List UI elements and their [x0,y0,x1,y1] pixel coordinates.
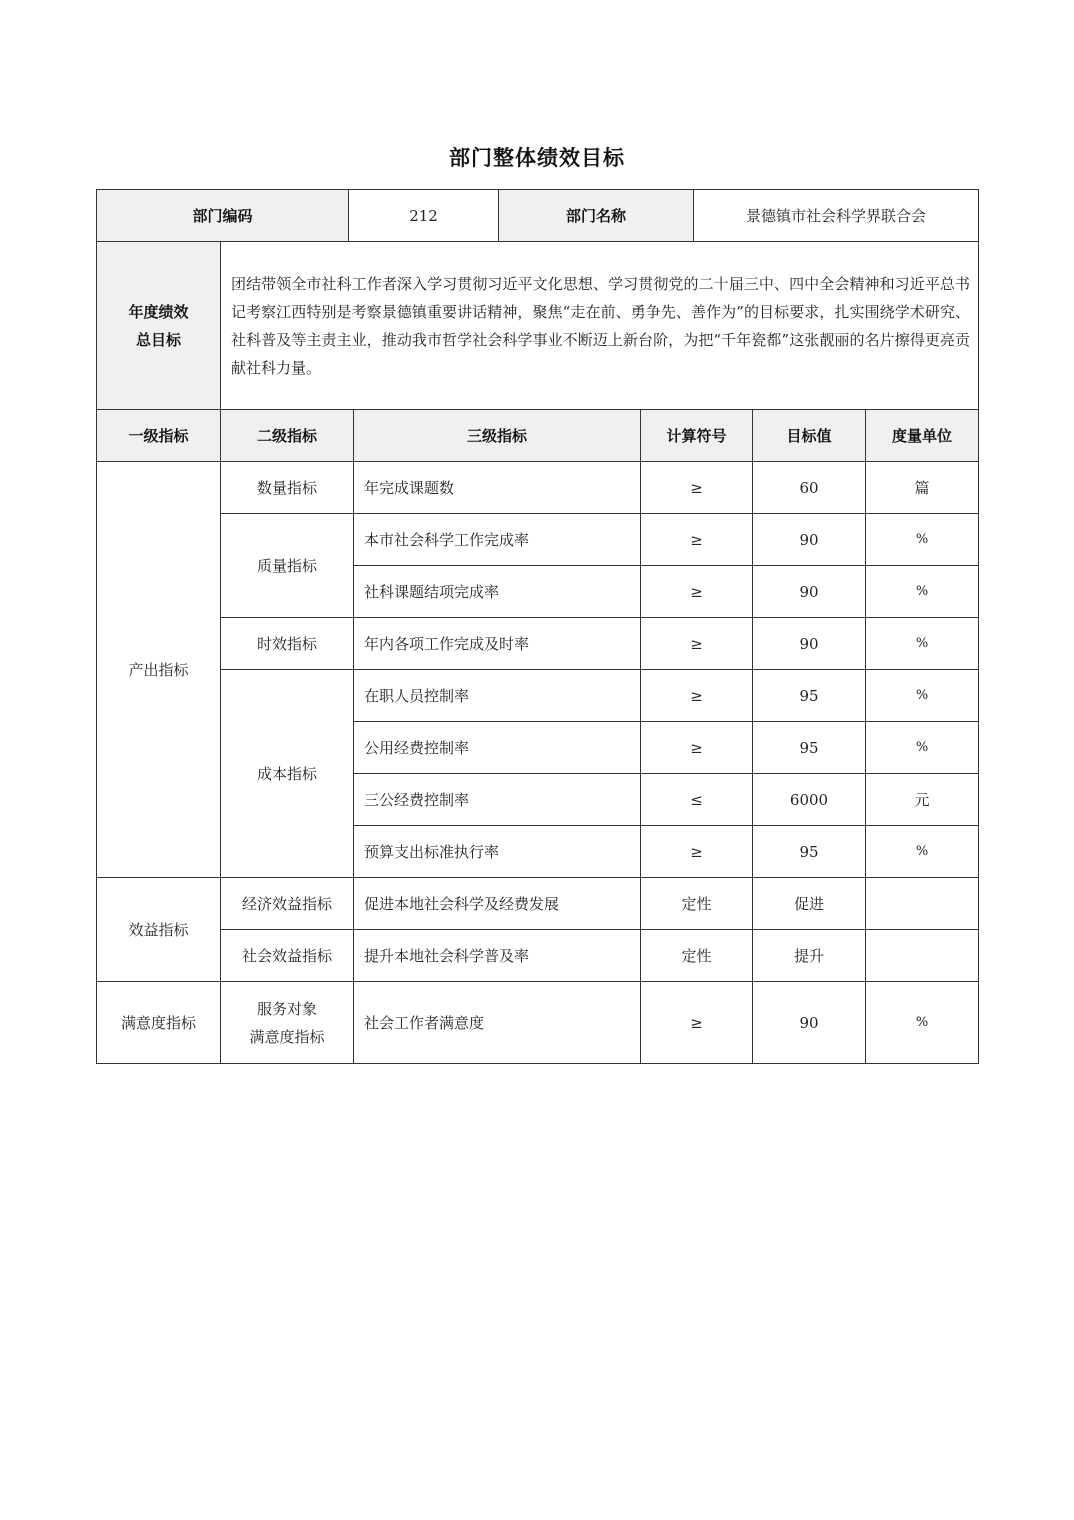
indicator-target: 提升 [753,930,866,982]
annual-goal-label-line2: 总目标 [135,331,181,349]
indicator-name: 促进本地社会科学及经费发展 [354,878,641,930]
indicator-operator: ≥ [641,566,753,618]
indicator-operator: ≥ [641,670,753,722]
table-row [97,878,979,930]
subgroup-quality: 质量指标 [221,514,354,618]
table-row [97,670,979,722]
indicator-operator: ≤ [641,774,753,826]
department-name-value: 景德镇市社会科学界联合会 [694,190,979,242]
indicator-operator: ≥ [641,462,753,514]
indicator-operator: ≥ [641,982,753,1064]
indicator-unit [866,930,979,982]
indicator-operator: ≥ [641,618,753,670]
indicator-operator: ≥ [641,826,753,878]
indicator-header-row [97,410,979,462]
subgroup-service-satisfaction [221,982,354,1064]
indicator-unit: 元 [866,774,979,826]
header-level1: 一级指标 [97,410,221,462]
indicator-unit: % [866,566,979,618]
header-level3: 三级指标 [354,410,641,462]
indicator-unit: % [866,618,979,670]
indicator-target: 95 [753,722,866,774]
subgroup-economic: 经济效益指标 [221,878,354,930]
indicator-unit: 篇 [866,462,979,514]
table-row [97,982,979,1064]
subgroup-cost: 成本指标 [221,670,354,878]
indicator-target: 90 [753,514,866,566]
annual-goal-label [97,242,221,411]
indicator-unit: % [866,670,979,722]
header-target: 目标值 [753,410,866,462]
department-info-table [96,189,979,411]
department-info-row [97,190,979,242]
indicator-target: 90 [753,618,866,670]
annual-goal-row [97,242,979,411]
indicator-unit: % [866,982,979,1064]
subgroup-service-line1: 服务对象 [256,999,317,1018]
table-row [97,462,979,514]
annual-goal-label-line1: 年度绩效 [128,303,189,321]
indicator-name: 公用经费控制率 [354,722,641,774]
indicator-operator: 定性 [641,878,753,930]
indicator-target: 60 [753,462,866,514]
indicator-name: 提升本地社会科学普及率 [354,930,641,982]
indicator-target: 6000 [753,774,866,826]
header-operator: 计算符号 [641,410,753,462]
table-row [97,618,979,670]
indicator-unit [866,878,979,930]
table-row [97,930,979,982]
indicator-name: 年内各项工作完成及时率 [354,618,641,670]
indicator-name: 在职人员控制率 [354,670,641,722]
indicator-name: 社会工作者满意度 [354,982,641,1064]
subgroup-social: 社会效益指标 [221,930,354,982]
indicator-operator: ≥ [641,722,753,774]
subgroup-service-line2: 满意度指标 [249,1027,325,1046]
indicator-unit: % [866,514,979,566]
table-row [97,514,979,566]
department-code-label: 部门编码 [97,190,349,242]
indicator-unit: % [866,722,979,774]
indicator-name: 本市社会科学工作完成率 [354,514,641,566]
department-code-value: 212 [349,190,499,242]
group-output: 产出指标 [97,462,221,878]
indicator-name: 年完成课题数 [354,462,641,514]
annual-goal-text: 团结带领全市社科工作者深入学习贯彻习近平文化思想、学习贯彻党的二十届三中、四中全会精神和习近平总书记考察江西特别是考察景德镇重要讲话精神，聚焦“走在前、勇争先、善作为”的目标要求，扎实围绕学术研究、社科普及等主责主业，推动我市哲学社会科学事业不断迈上新台阶，为把“千年瓷都”这张靓丽的名片擦得更亮贡献社科力量。 [221,242,979,411]
indicator-name: 社科课题结项完成率 [354,566,641,618]
indicator-name: 预算支出标准执行率 [354,826,641,878]
indicator-unit: % [866,826,979,878]
indicator-table [96,409,979,1064]
indicator-target: 促进 [753,878,866,930]
indicator-operator: 定性 [641,930,753,982]
department-name-label: 部门名称 [499,190,694,242]
indicator-target: 95 [753,826,866,878]
indicator-target: 90 [753,982,866,1064]
group-benefit: 效益指标 [97,878,221,982]
group-satisfaction: 满意度指标 [97,982,221,1064]
header-level2: 二级指标 [221,410,354,462]
subgroup-timeliness: 时效指标 [221,618,354,670]
indicator-target: 90 [753,566,866,618]
header-unit: 度量单位 [866,410,979,462]
indicator-target: 95 [753,670,866,722]
page-title: 部门整体绩效目标 [449,146,625,170]
indicator-name: 三公经费控制率 [354,774,641,826]
subgroup-quantity: 数量指标 [221,462,354,514]
indicator-operator: ≥ [641,514,753,566]
